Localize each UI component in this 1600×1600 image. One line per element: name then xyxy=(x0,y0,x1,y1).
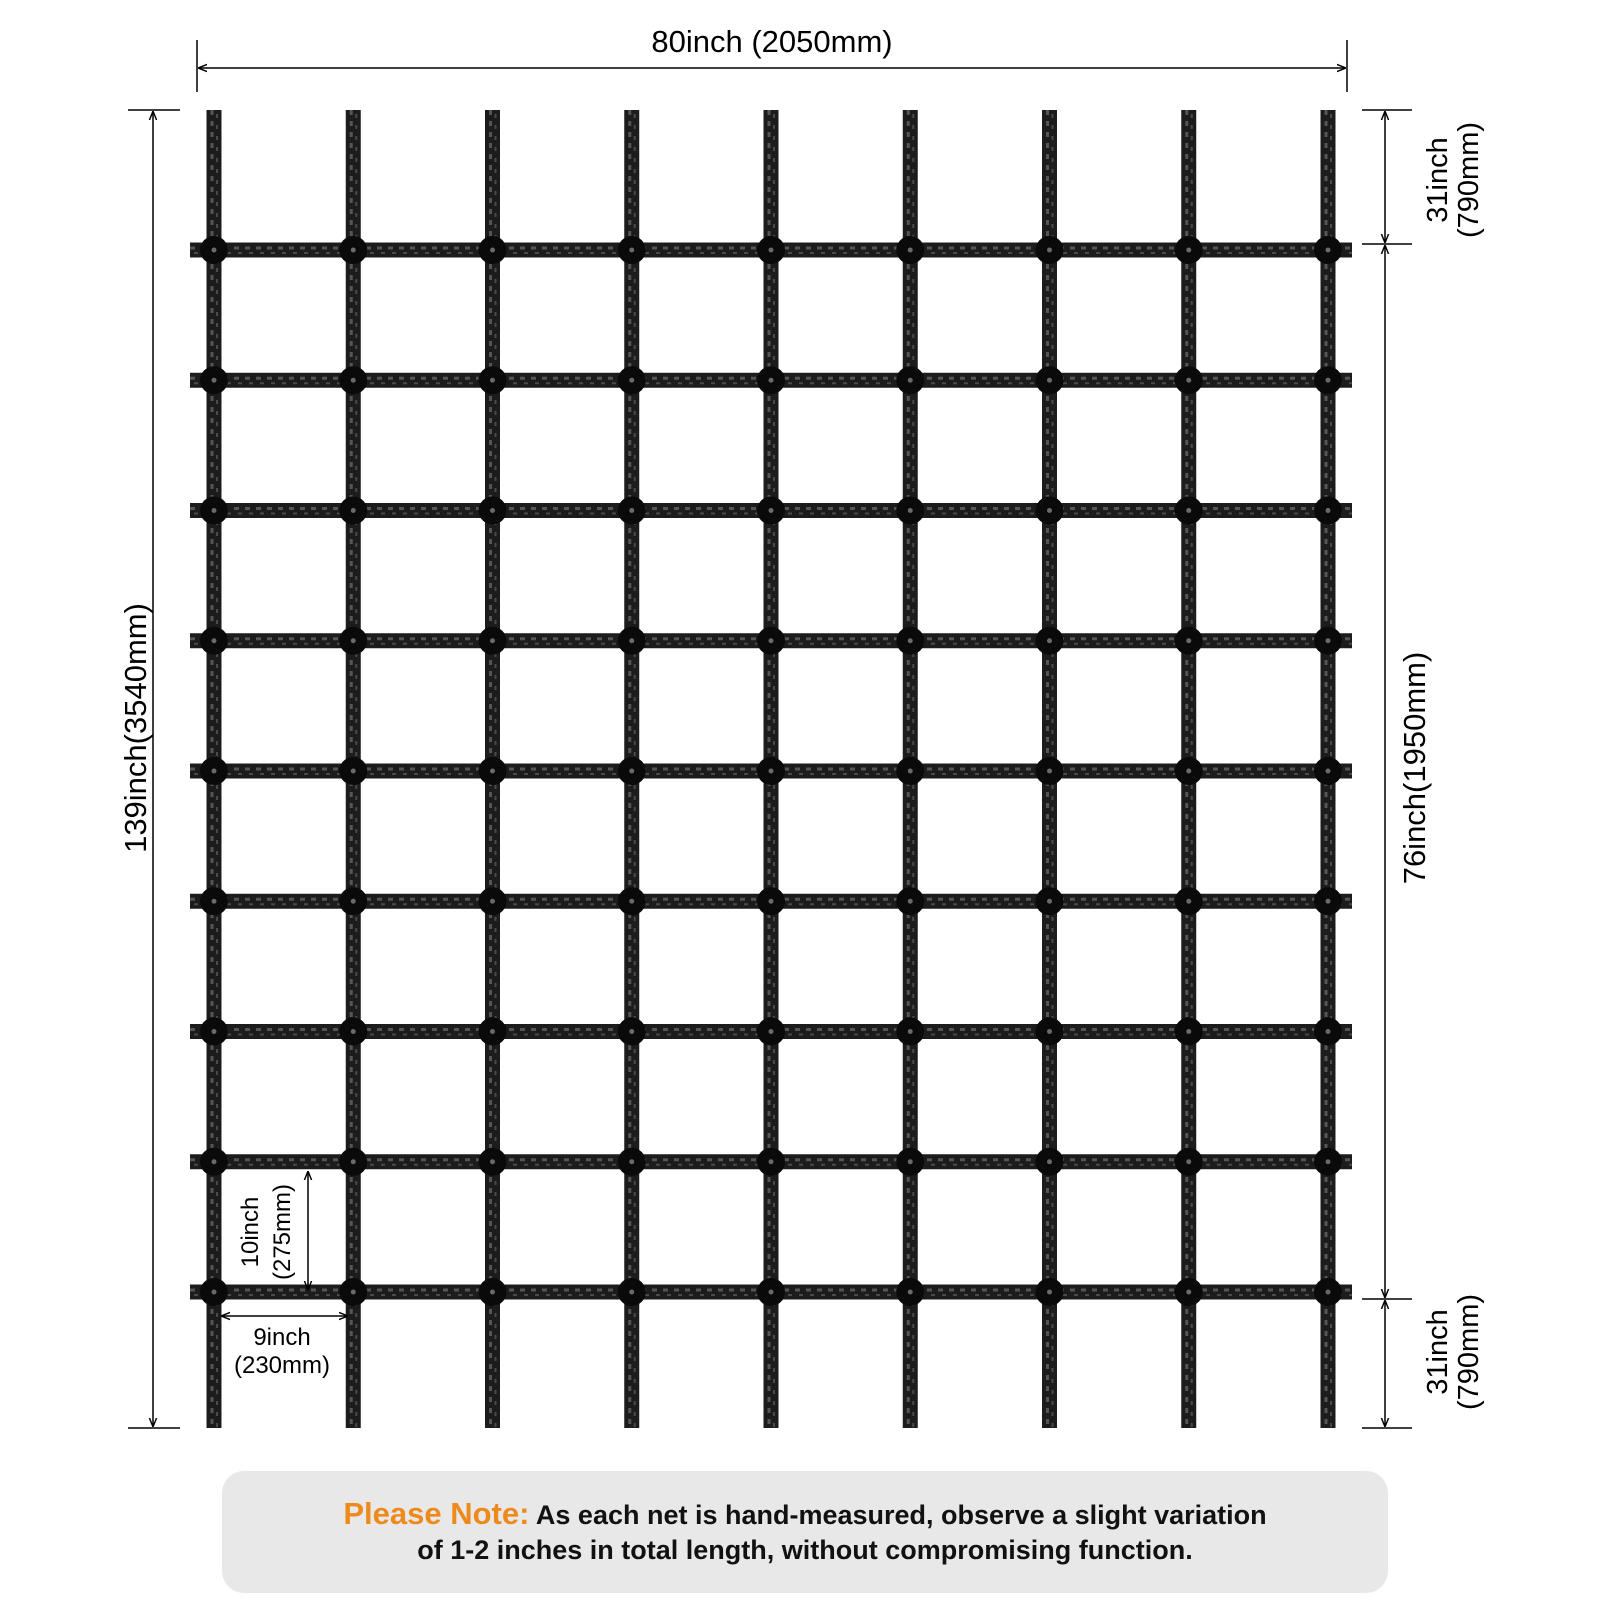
knot-center xyxy=(1047,1159,1052,1164)
rope-knot xyxy=(618,887,646,915)
rope-knot xyxy=(200,497,228,525)
rope-knot xyxy=(1175,236,1203,264)
rope-knot xyxy=(479,1018,507,1046)
rope-knot xyxy=(1036,1018,1064,1046)
rope-knot xyxy=(896,236,924,264)
knot-center xyxy=(1047,378,1052,383)
knot-center xyxy=(351,1159,356,1164)
knot-center xyxy=(212,769,217,774)
knot-center xyxy=(769,638,774,643)
top-tail-inch: 31inch xyxy=(1422,137,1454,223)
rope-knot xyxy=(1036,1278,1064,1306)
rope-knot xyxy=(339,627,367,655)
rope-knot xyxy=(339,1148,367,1176)
total-length-dimension xyxy=(118,110,180,1428)
rope-knot xyxy=(757,1148,785,1176)
knot-center xyxy=(769,508,774,513)
rope-knot xyxy=(1175,1018,1203,1046)
knot-center xyxy=(1186,378,1191,383)
knot-center xyxy=(490,769,495,774)
knot-center xyxy=(490,1290,495,1295)
rope-knot xyxy=(757,757,785,785)
rope-knot xyxy=(1175,366,1203,394)
rope-knot xyxy=(1036,366,1064,394)
rope-knot xyxy=(757,627,785,655)
knot-center xyxy=(629,508,634,513)
rope-knot xyxy=(1314,1018,1342,1046)
knot-center xyxy=(1326,1159,1331,1164)
rope-knot xyxy=(200,1148,228,1176)
rope-knot xyxy=(479,497,507,525)
knot-center xyxy=(212,1029,217,1034)
rope-knot xyxy=(339,757,367,785)
rope-knot xyxy=(1175,497,1203,525)
rope-knot xyxy=(618,497,646,525)
knot-center xyxy=(1326,899,1331,904)
rope-knot xyxy=(618,627,646,655)
knot-center xyxy=(1186,638,1191,643)
knot-center xyxy=(1186,899,1191,904)
knot-center xyxy=(629,899,634,904)
knot-center xyxy=(1326,638,1331,643)
knot-center xyxy=(1326,1290,1331,1295)
mesh-width-inch: 9inch xyxy=(253,1324,311,1351)
knot-center xyxy=(1326,508,1331,513)
knot-center xyxy=(1047,899,1052,904)
right-dimensions xyxy=(1362,110,1485,1428)
rope-knot xyxy=(339,497,367,525)
total-width-label: 80inch (2050mm) xyxy=(651,24,893,59)
knot-center xyxy=(351,1029,356,1034)
knot-center xyxy=(908,899,913,904)
knot-center xyxy=(769,769,774,774)
rope-knot xyxy=(479,236,507,264)
knot-center xyxy=(351,378,356,383)
rope-knot xyxy=(339,1278,367,1306)
rope-knot xyxy=(200,1018,228,1046)
knot-center xyxy=(1186,1159,1191,1164)
rope-knot xyxy=(896,497,924,525)
total-width-dimension xyxy=(197,24,1347,92)
knot-center xyxy=(908,1159,913,1164)
rope-knot xyxy=(1314,1278,1342,1306)
rope-knot xyxy=(757,497,785,525)
knot-center xyxy=(908,638,913,643)
knot-center xyxy=(212,1159,217,1164)
rope-knot xyxy=(1036,887,1064,915)
rope-knot xyxy=(618,1148,646,1176)
mesh-cell-dimensions xyxy=(222,1172,347,1379)
rope-knot xyxy=(479,1278,507,1306)
rope-knot xyxy=(479,757,507,785)
rope-knot xyxy=(1314,1148,1342,1176)
knot-center xyxy=(1047,508,1052,513)
knot-center xyxy=(1186,1029,1191,1034)
knot-center xyxy=(1186,508,1191,513)
mesh-height-inch: 10inch xyxy=(237,1196,264,1268)
rope-knot xyxy=(1036,627,1064,655)
rope-knot xyxy=(339,1018,367,1046)
knot-center xyxy=(490,378,495,383)
rope-knot xyxy=(1314,366,1342,394)
knot-center xyxy=(1326,378,1331,383)
knot-center xyxy=(212,248,217,253)
rope-knot xyxy=(618,236,646,264)
knot-center xyxy=(908,378,913,383)
knot-center xyxy=(908,1290,913,1295)
knot-center xyxy=(490,899,495,904)
bottom-tail-mm: (790mm) xyxy=(1453,1293,1485,1411)
rope-knot xyxy=(896,757,924,785)
rope-knot xyxy=(618,757,646,785)
rope-knot xyxy=(1175,1148,1203,1176)
knot-center xyxy=(629,1029,634,1034)
note-text-2: of 1-2 inches in total length, without compromising function. xyxy=(417,1535,1193,1565)
knot-center xyxy=(490,248,495,253)
knot-center xyxy=(1047,1029,1052,1034)
knot-center xyxy=(1326,769,1331,774)
knot-center xyxy=(769,378,774,383)
rope-knot xyxy=(339,887,367,915)
rope-knot xyxy=(757,1278,785,1306)
rope-knot xyxy=(1175,627,1203,655)
rope-knot xyxy=(339,236,367,264)
mesh-width-mm: (230mm) xyxy=(233,1352,331,1379)
rope-knot xyxy=(1314,887,1342,915)
knot-center xyxy=(212,1290,217,1295)
knot-center xyxy=(769,1159,774,1164)
note-label: Please Note: xyxy=(343,1496,530,1531)
knot-center xyxy=(490,638,495,643)
rope-knot xyxy=(1036,236,1064,264)
rope-knot xyxy=(1314,627,1342,655)
knot-center xyxy=(490,1029,495,1034)
knot-center xyxy=(908,508,913,513)
knot-center xyxy=(212,378,217,383)
knot-center xyxy=(769,248,774,253)
rope-knot xyxy=(757,366,785,394)
knot-center xyxy=(351,508,356,513)
knot-center xyxy=(629,769,634,774)
knot-center xyxy=(769,1029,774,1034)
knot-center xyxy=(629,378,634,383)
knot-center xyxy=(351,638,356,643)
knot-center xyxy=(1047,638,1052,643)
rope-knot xyxy=(1314,757,1342,785)
bottom-tail-inch: 31inch xyxy=(1422,1309,1454,1395)
total-length-label: 139inch(3540mm) xyxy=(118,603,153,853)
knot-center xyxy=(908,769,913,774)
knot-center xyxy=(629,1290,634,1295)
rope-knot xyxy=(1175,887,1203,915)
rope-knot xyxy=(896,1148,924,1176)
knot-center xyxy=(490,508,495,513)
rope-knot xyxy=(896,887,924,915)
knot-center xyxy=(1186,769,1191,774)
rope-knot xyxy=(479,627,507,655)
note-text-1: As each net is hand-measured, observe a slight variation xyxy=(535,1500,1267,1530)
knot-center xyxy=(1047,1290,1052,1295)
knot-center xyxy=(908,1029,913,1034)
rope-knot xyxy=(896,366,924,394)
note-line-2 xyxy=(417,1533,1193,1568)
knot-center xyxy=(769,1290,774,1295)
rope-knot xyxy=(479,1148,507,1176)
knot-center xyxy=(351,248,356,253)
note-line-1 xyxy=(343,1496,1266,1533)
knot-center xyxy=(351,769,356,774)
knot-center xyxy=(629,248,634,253)
rope-knot xyxy=(618,1278,646,1306)
rope-knot xyxy=(1036,1148,1064,1176)
rope-knot xyxy=(757,887,785,915)
rope-knot xyxy=(200,366,228,394)
rope-knot xyxy=(200,1278,228,1306)
rope-knot xyxy=(1314,497,1342,525)
rope-knot xyxy=(1175,1278,1203,1306)
knot-center xyxy=(1186,248,1191,253)
knot-center xyxy=(629,1159,634,1164)
rope-knot xyxy=(896,627,924,655)
rope-knot xyxy=(618,366,646,394)
rope-knot xyxy=(339,366,367,394)
rope-knot xyxy=(1036,757,1064,785)
knot-center xyxy=(769,899,774,904)
mesh-height-mm: (275mm) xyxy=(269,1183,296,1281)
rope-knot xyxy=(896,1278,924,1306)
rope-knot xyxy=(896,1018,924,1046)
note-box xyxy=(222,1471,1388,1593)
rope-knot xyxy=(618,1018,646,1046)
knot-center xyxy=(629,638,634,643)
rope-knot xyxy=(200,627,228,655)
rope-knot xyxy=(1314,236,1342,264)
rope-knot xyxy=(200,236,228,264)
knot-center xyxy=(1186,1290,1191,1295)
rope-knot xyxy=(200,887,228,915)
top-tail-mm: (790mm) xyxy=(1453,121,1485,239)
rope-knot xyxy=(757,1018,785,1046)
rope-knot xyxy=(1036,497,1064,525)
knot-center xyxy=(490,1159,495,1164)
rope-knot xyxy=(1175,757,1203,785)
rope-knot xyxy=(757,236,785,264)
knot-center xyxy=(351,899,356,904)
knot-center xyxy=(908,248,913,253)
climbing-net xyxy=(190,110,1352,1428)
knot-center xyxy=(1047,248,1052,253)
knot-center xyxy=(1326,248,1331,253)
rope-knot xyxy=(479,366,507,394)
rope-knot xyxy=(479,887,507,915)
knot-center xyxy=(212,638,217,643)
knot-center xyxy=(1047,769,1052,774)
rope-knot xyxy=(200,757,228,785)
knot-center xyxy=(212,508,217,513)
mesh-section-label: 76inch(1950mm) xyxy=(1397,651,1432,885)
knot-center xyxy=(1326,1029,1331,1034)
knot-center xyxy=(212,899,217,904)
knot-center xyxy=(351,1290,356,1295)
